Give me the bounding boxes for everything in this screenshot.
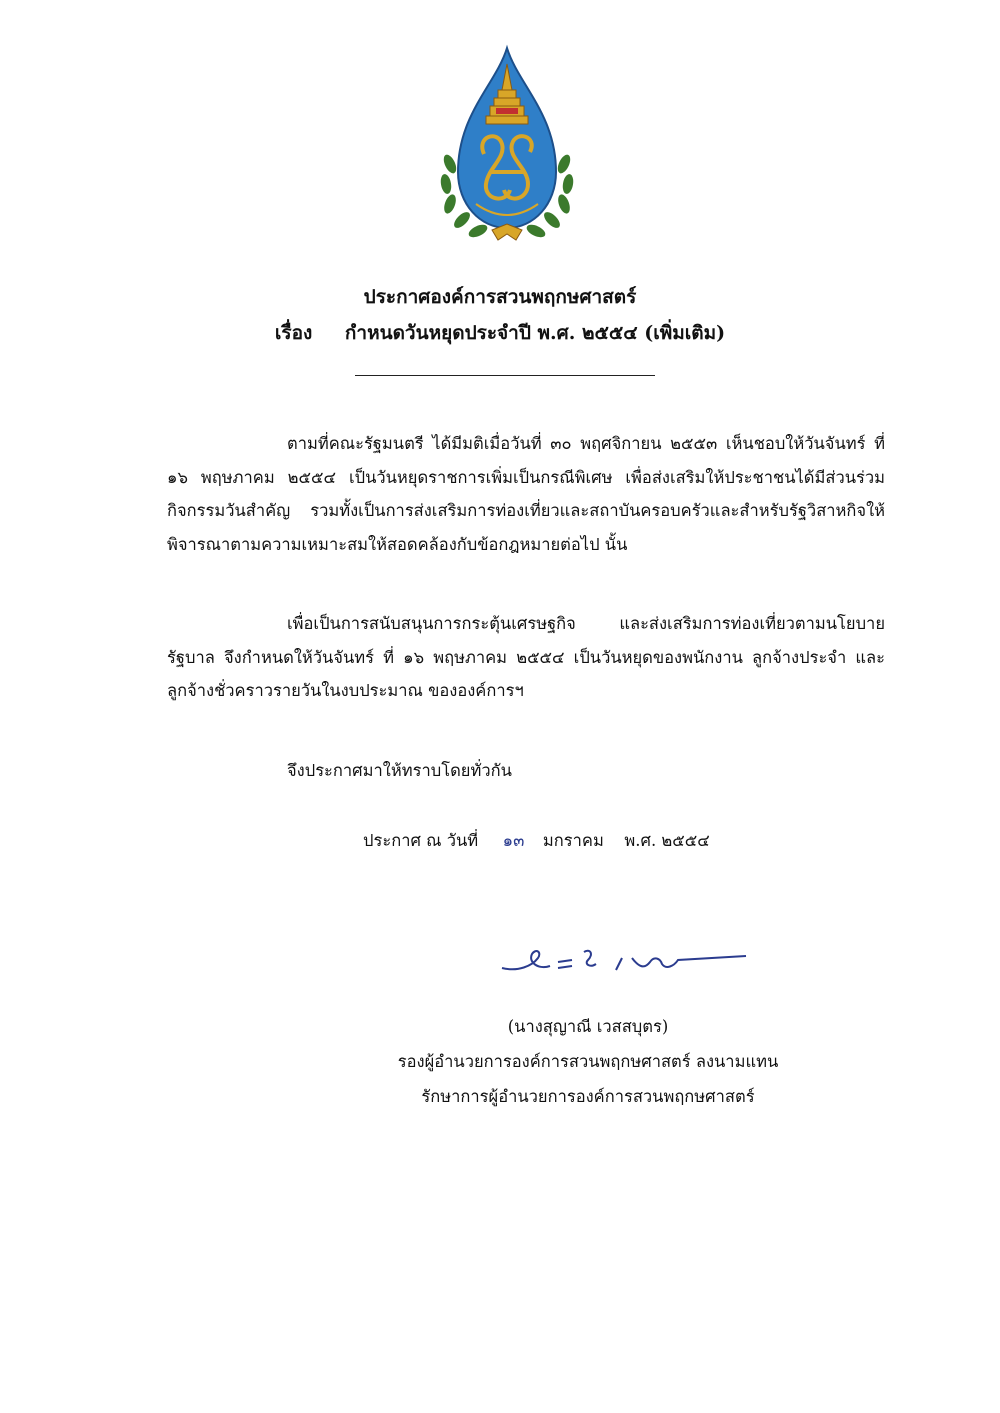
handwritten-signature	[498, 936, 750, 984]
subject-label: เรื่อง	[274, 322, 313, 344]
announcement-subject	[0, 318, 1000, 348]
date-month: มกราคม	[542, 831, 604, 850]
signatory-position-2: รักษาการผู้อำนวยการองค์การสวนพฤกษศาสตร์	[421, 1087, 755, 1106]
body-paragraph-1	[167, 427, 885, 561]
title-divider	[355, 375, 655, 376]
announcement-date	[363, 828, 710, 854]
date-day: ๑๓	[502, 831, 525, 850]
signatory-name: (นางสุญาณี เวสสบุตร)	[507, 1017, 669, 1036]
subject-text: กำหนดวันหยุดประจำปี พ.ศ. ๒๕๕๔ (เพิ่มเติม)	[344, 322, 726, 344]
paragraph-2-text: เพื่อเป็นการสนับสนุนการกระตุ้นเศรษฐกิจ และส่งเสริมการท่องเที่ยวตามนโยบายรัฐบาล จึงกำหนดให้วันจันทร์ ที่ ๑๖ พฤษภาคม ๒๕๕๔ เป็นวันหยุดของพนักงาน ลูกจ้างประจำ และลูกจ้างชั่วคราวรายวันในงบประมาณ ขององค์การฯ	[167, 614, 885, 700]
signatory-position-1: รองผู้อำนวยการองค์การสวนพฤกษศาสตร์ ลงนามแทน	[397, 1052, 779, 1071]
body-paragraph-2	[167, 607, 885, 708]
date-prefix: ประกาศ ณ วันที่	[363, 831, 479, 850]
closing-statement: จึงประกาศมาให้ทราบโดยทั่วกัน	[287, 761, 512, 780]
date-year: พ.ศ. ๒๕๕๔	[624, 831, 710, 850]
organization-emblem	[436, 44, 578, 244]
announcement-title: ประกาศองค์การสวนพฤกษศาสตร์	[363, 286, 637, 308]
paragraph-1-text: ตามที่คณะรัฐมนตรี ได้มีมติเมื่อวันที่ ๓๐ พฤศจิกายน ๒๕๕๓ เห็นชอบให้วันจันทร์ ที่ ๑๖ พฤษภาคม ๒๕๕๔ เป็นวันหยุดราชการเพิ่มเป็นกรณีพิเศษ เพื่อส่งเสริมให้ประชาชนได้มีส่วนร่วมกิจกรรมวันสำคัญ รวมทั้งเป็นการส่งเสริมการท่องเที่ยวและสถาบันครอบครัวและสำหรับรัฐวิสาหกิจให้พิจารณาตามความเหมาะสมให้สอดคล้องกับข้อกฎหมายต่อไป นั้น	[167, 434, 885, 554]
